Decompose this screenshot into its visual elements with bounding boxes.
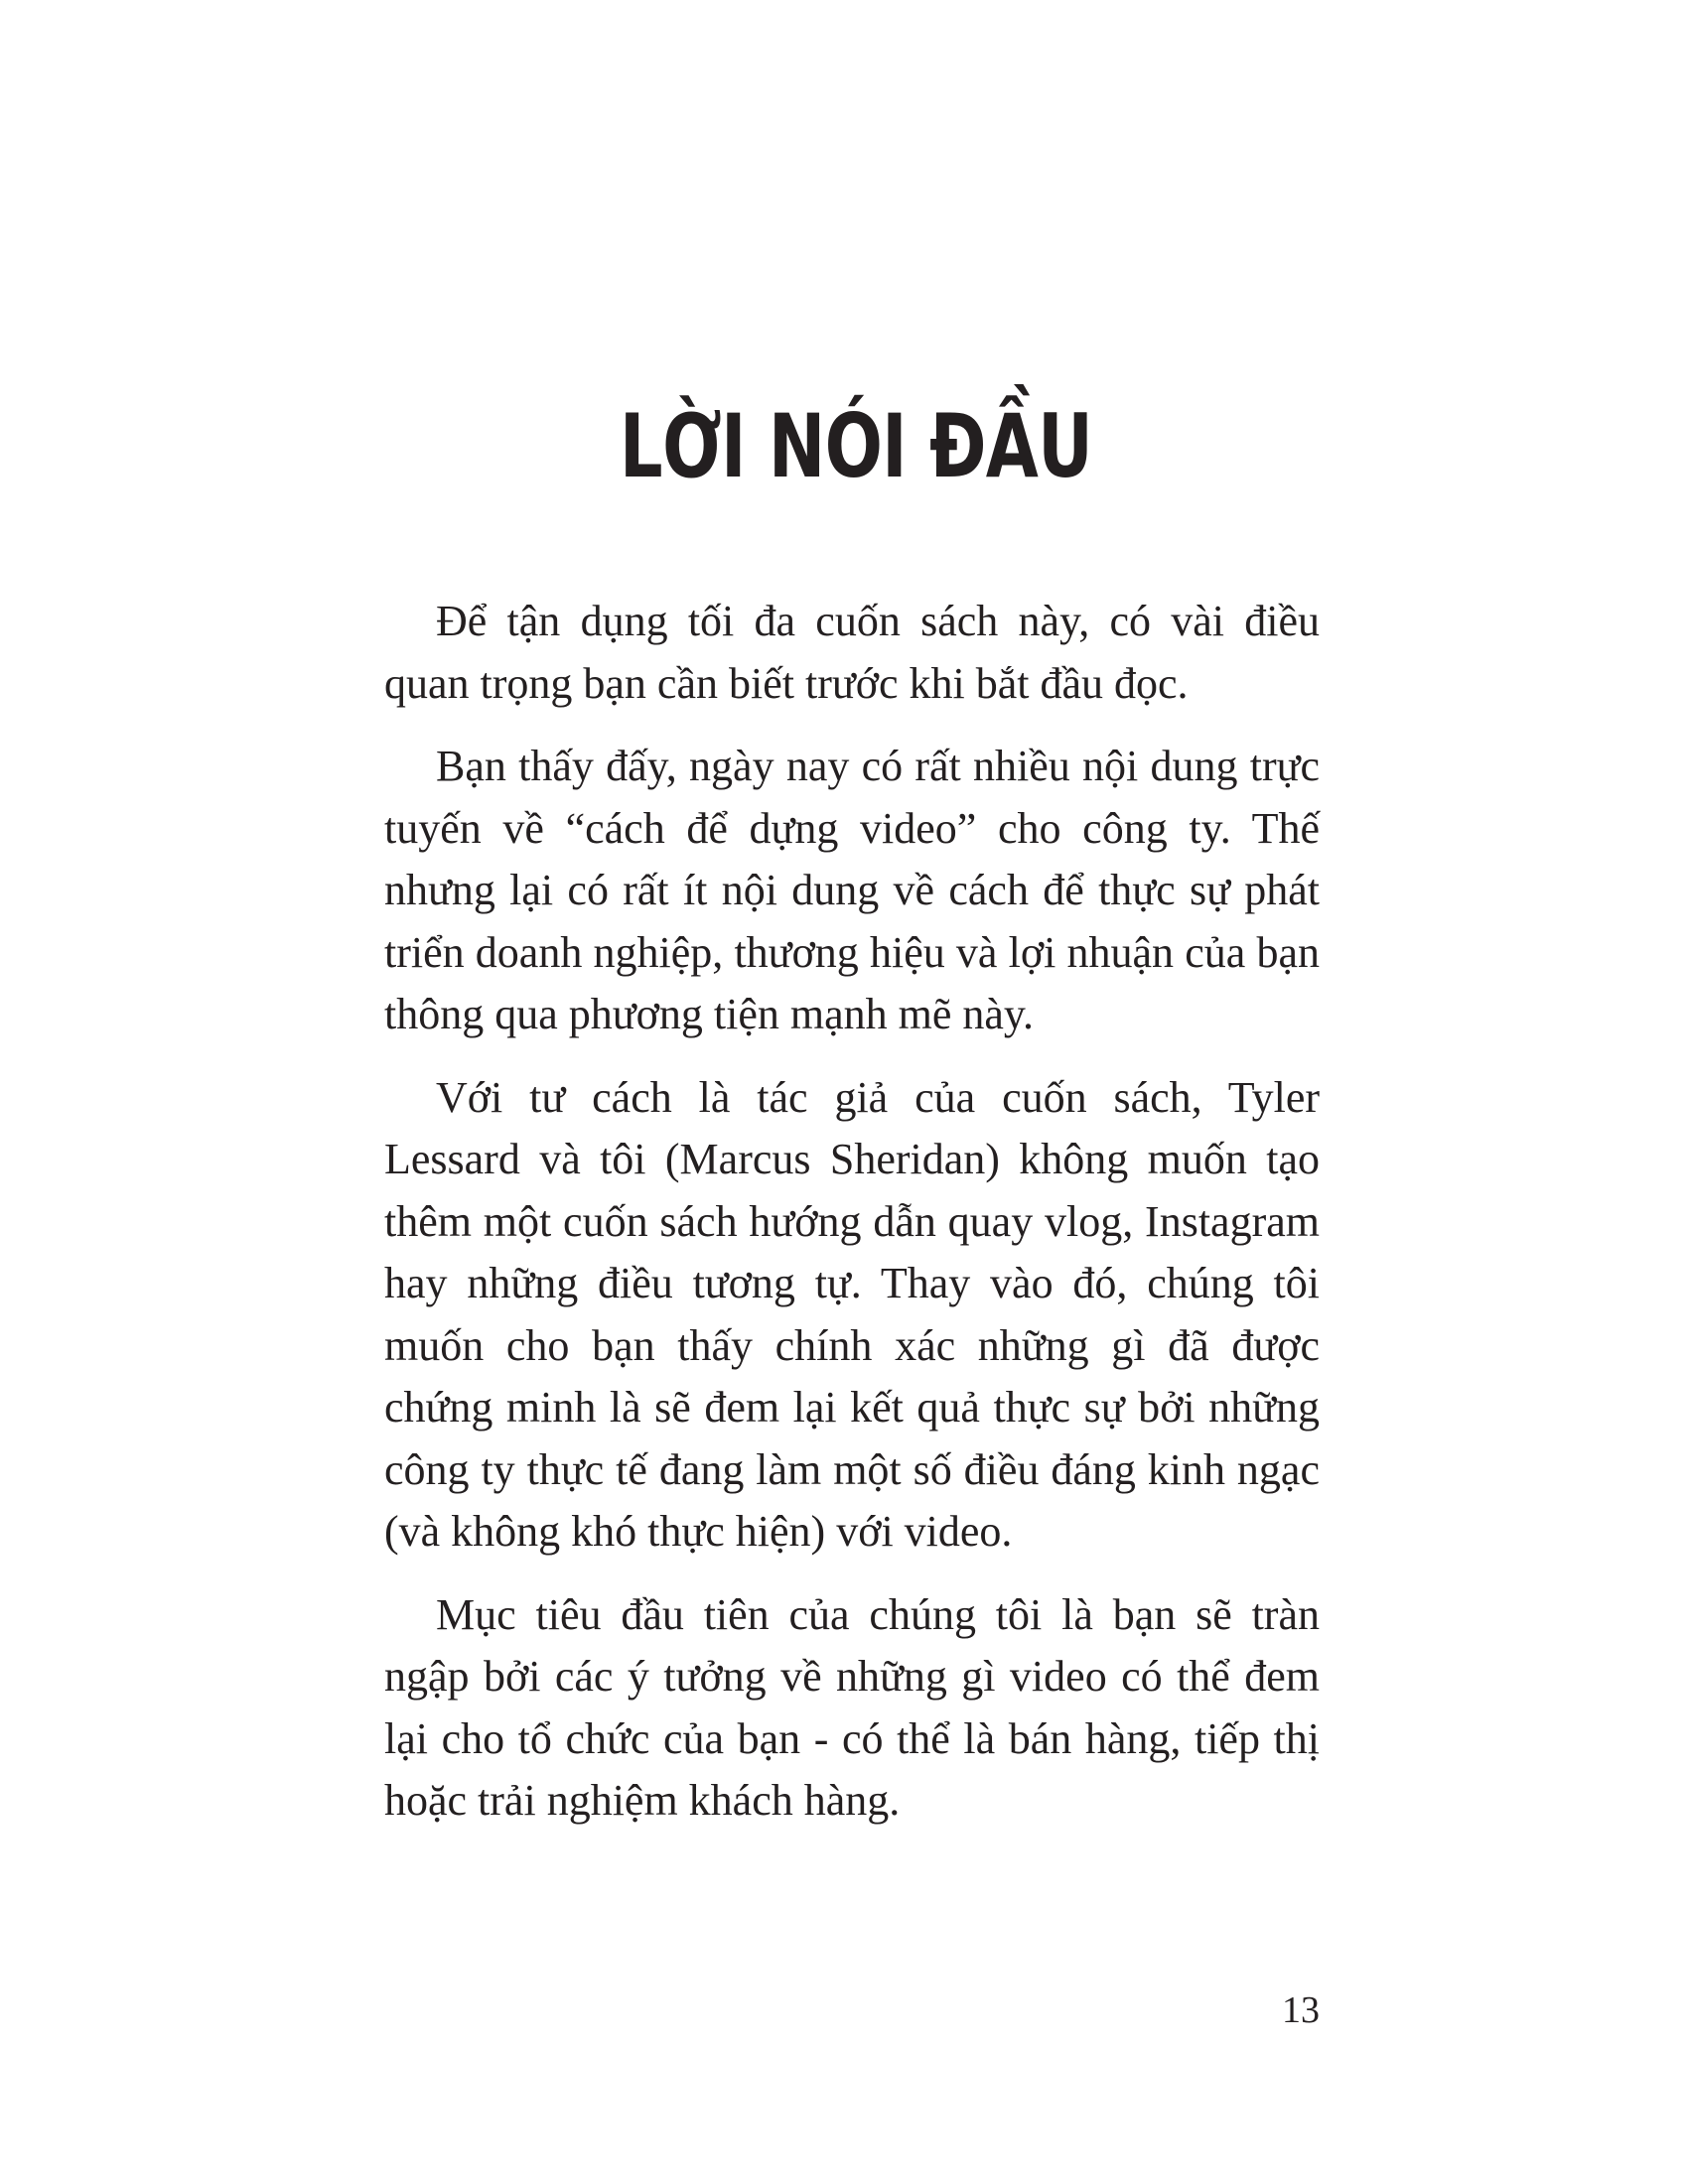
paragraph: Bạn thấy đấy, ngày nay có rất nhiều nội dung trực tuyến về “cách để dựng video” cho công ty. Thế nhưng lại có rất ít nội dung về cách để thực sự phát triển doanh nghiệp, thương hiệu và lợi nhuận của bạn thông qua phương tiện mạnh mẽ này. <box>384 742 1320 1038</box>
paragraph: Để tận dụng tối đa cuốn sách này, có vài điều quan trọng bạn cần biết trước khi bắt đầu đọc. <box>384 597 1320 708</box>
chapter-title: LỜI NÓI ĐẦU <box>619 395 1093 497</box>
body-text <box>384 591 1320 1853</box>
paragraph: Mục tiêu đầu tiên của chúng tôi là bạn sẽ tràn ngập bởi các ý tưởng về những gì video có thể đem lại cho tổ chức của bạn - có thể là bán hàng, tiếp thị hoặc trải nghiệm khách hàng. <box>384 1589 1320 1825</box>
page-number: 13 <box>1282 1989 1320 2031</box>
paragraph: Với tư cách là tác giả của cuốn sách, Tyler Lessard và tôi (Marcus Sheridan) không muốn tạo thêm một cuốn sách hướng dẫn quay vlog, Instagram hay những điều tương tự. Thay vào đó, chúng tôi muốn cho bạn thấy chính xác những gì đã được chứng minh là sẽ đem lại kết quả thực sự bởi những công ty thực tế đang làm một số điều đáng kinh ngạc (và không khó thực hiện) với video. <box>384 1072 1320 1556</box>
